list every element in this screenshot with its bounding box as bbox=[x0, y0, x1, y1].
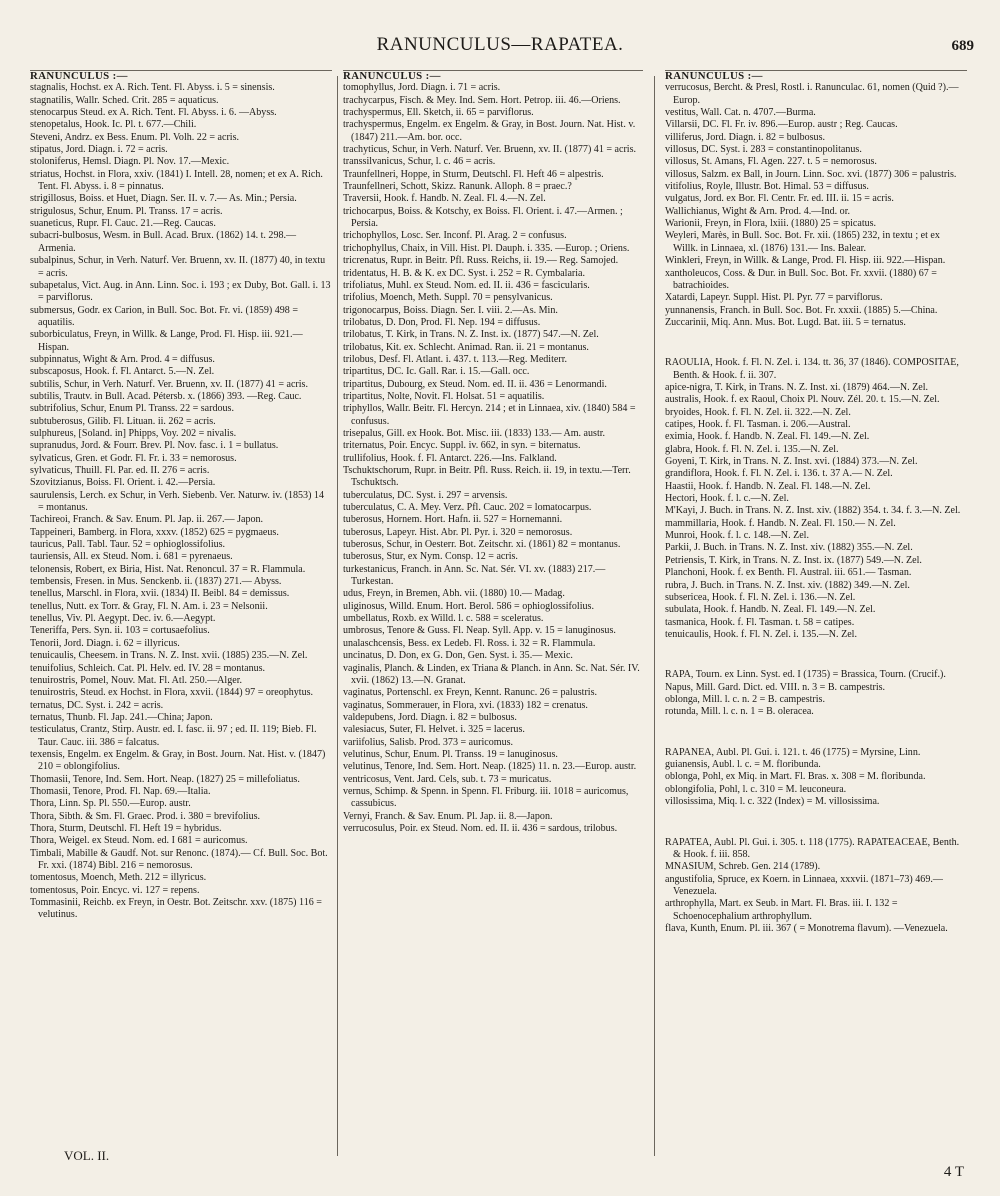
volume-label: VOL. II. bbox=[64, 1148, 110, 1163]
species-entry: vulgatus, Jord. ex Bor. Fl. Centr. Fr. ed. III. ii. 15 = acris. bbox=[665, 193, 894, 205]
species-entry: trachyticus, Schur, in Verh. Naturf. Ver. Bruenn, xv. II. (1877) 41 = acris. bbox=[343, 144, 637, 156]
species-entry: Thomasii, Tenore, Ind. Sem. Hort. Neap. (1827) 25 = millefoliatus. bbox=[30, 773, 300, 785]
species-entry: tenellus, Viv. Pl. Aegypt. Dec. iv. 6.—Aegypt. bbox=[30, 613, 216, 625]
species-entry: subacri-bulbosus, Wesm. in Bull. Acad. Brux. (1862) 14. t. 298.—Armenia. bbox=[30, 230, 297, 254]
species-entry: guianensis, Aubl. l. c. = M. floribunda. bbox=[665, 759, 821, 771]
species-entry: velutinus, Tenore, Ind. Sem. Hort. Neap. (1825) 11. n. 23.—Europ. austr. bbox=[343, 761, 637, 773]
species-entry: Weyleri, Marès, in Bull. Soc. Bot. Fr. xii. (1865) 232, in textu ; et ex Willk. in Linnaea, xl. (1876) 131.— Ins. Balear. bbox=[665, 230, 940, 254]
species-entry: sylvaticus, Thuill. Fl. Par. ed. II. 276 = acris. bbox=[30, 465, 210, 476]
species-entry: Xatardi, Lapeyr. Suppl. Hist. Pl. Pyr. 77 = parviflorus. bbox=[665, 292, 883, 304]
genus-entry: RAOULIA, Hook. f. Fl. N. Zel. i. 134. tt. 36, 37 (1846). COMPOSITAE, Benth. & Hook. f. ii. 307. bbox=[665, 357, 959, 381]
species-entry: catipes, Hook. f. Fl. Tasman. i. 206.—Austral. bbox=[665, 419, 851, 431]
species-entry: trichocarpus, Boiss. & Kotschy, ex Boiss. Fl. Orient. i. 47.—Armen. ; Persia. bbox=[343, 205, 623, 230]
species-entry: vestitus, Wall. Cat. n. 4707.—Burma. bbox=[665, 107, 816, 119]
species-entry: telonensis, Robert, ex Biria, Hist. Nat. Renoncul. 37 = R. Flammula. bbox=[30, 563, 306, 575]
species-entry: umbellatus, Roxb. ex Willd. l. c. 588 = sceleratus. bbox=[343, 613, 544, 625]
page-header bbox=[0, 34, 1000, 60]
running-title: RANUNCULUS—RAPATEA. bbox=[376, 34, 624, 55]
species-entry: turkestanicus, Franch. in Ann. Sc. Nat. Sér. VI. xv. (1883) 217.—Turkestan. bbox=[343, 563, 606, 588]
species-entry: verrucosus, Bercht. & Presl, Rostl. i. Ranunculac. 61, nomen (Quid ?).—Europ. bbox=[665, 82, 959, 106]
species-entry: yunnanensis, Franch. in Bull. Soc. Bot. Fr. xxxii. (1885) 5.—China. bbox=[665, 304, 938, 316]
species-entry: valesiacus, Suter, Fl. Helvet. i. 325 = lacerus. bbox=[343, 724, 525, 736]
species-entry: Thomasii, Tenore, Prod. Fl. Nap. 69.—Italia. bbox=[30, 785, 211, 797]
species-entry: tricrenatus, Rupr. in Beitr. Pfl. Russ. Reichs, ii. 19.— Reg. Samojed. bbox=[343, 255, 619, 267]
species-entry: tripartitus, DC. Ic. Gall. Rar. i. 15.—Gall. occ. bbox=[343, 366, 530, 378]
species-entry: grandiflora, Hook. f. Fl. N. Zel. i. 136. t. 37 A.— N. Zel. bbox=[665, 468, 893, 480]
species-entry: vitifolius, Royle, Illustr. Bot. Himal. 53 = diffusus. bbox=[665, 181, 869, 193]
species-entry: Warionii, Freyn, in Flora, lxiii. (1880) 25 = spicatus. bbox=[665, 218, 877, 230]
species-entry: ventricosus, Vent. Jard. Cels, sub. t. 73 = muricatus. bbox=[343, 773, 552, 785]
species-entry: Thora, Sibth. & Sm. Fl. Graec. Prod. i. 380 = brevifolius. bbox=[30, 810, 261, 822]
species-entry: Thora, Linn. Sp. Pl. 550.—Europ. austr. bbox=[30, 798, 191, 810]
species-entry: tauricus, Pall. Tabl. Taur. 52 = ophioglossifolius. bbox=[30, 539, 226, 551]
species-entry: Munroi, Hook. f. l. c. 148.—N. Zel. bbox=[665, 530, 809, 542]
species-entry: mammillaria, Hook. f. Handb. N. Zeal. Fl. 150.— N. Zel. bbox=[665, 517, 896, 529]
species-entry: tridentatus, H. B. & K. ex DC. Syst. i. 252 = R. Cymbalaria. bbox=[343, 267, 586, 279]
species-entry: glabra, Hook. f. Fl. N. Zel. i. 135.—N. Zel. bbox=[665, 443, 839, 455]
species-entry: tuberosus, Lapeyr. Hist. Abr. Pl. Pyr. i. 320 = nemorosus. bbox=[343, 526, 573, 538]
species-entry: trifoliatus, Muhl. ex Steud. Nom. ed. II. ii. 436 = fascicularis. bbox=[343, 279, 590, 291]
species-entry: subsericea, Hook. f. Fl. N. Zel. i. 136.—N. Zel. bbox=[665, 591, 856, 603]
species-entry: subpinnatus, Wight & Arn. Prod. 4 = diffusus. bbox=[30, 353, 215, 365]
species-entry: unalaschcensis, Bess. ex Ledeb. Fl. Ross. i. 32 = R. Flammula. bbox=[343, 637, 596, 649]
species-entry: flava, Kunth, Enum. Pl. iii. 367 ( = Monotrema flavum). —Venezuela. bbox=[665, 923, 948, 934]
species-entry: saurulensis, Lerch. ex Schur, in Verh. Siebenb. Ver. Naturw. iv. (1853) 14 = montanus. bbox=[30, 489, 324, 514]
species-entry: triphyllos, Wallr. Beitr. Fl. Hercyn. 214 ; et in Linnaea, xiv. (1840) 584 = confusus. bbox=[343, 403, 636, 427]
species-entry: tuberosus, Schur, in Oesterr. Bot. Zeitschr. xi. (1861) 82 = montanus. bbox=[343, 539, 621, 551]
species-entry: Napus, Mill. Gard. Dict. ed. VIII. n. 3 = B. campestris. bbox=[665, 681, 886, 693]
species-entry: bryoides, Hook. f. Fl. N. Zel. ii. 322.—N. Zel. bbox=[665, 406, 851, 418]
species-entry: Szovitzianus, Boiss. Fl. Orient. i. 42.—Persia. bbox=[30, 477, 216, 489]
species-entry: strigillosus, Boiss. et Huet, Diagn. Ser. II. v. 7.— As. Min.; Persia. bbox=[30, 193, 297, 205]
species-entry: subscaposus, Hook. f. Fl. Antarct. 5.—N. Zel. bbox=[30, 366, 215, 378]
species-entry: tomentosus, Moench, Meth. 212 = illyricus. bbox=[30, 872, 207, 884]
species-entry: Thora, Sturm, Deutschl. Fl. Heft 19 = hybridus. bbox=[30, 822, 222, 834]
species-entry: striatus, Hochst. in Flora, xxiv. (1841) I. Intell. 28, nomen; et ex A. Rich. Tent. Fl. Abyss. i. 8 = pinnatus. bbox=[30, 168, 323, 193]
column-2 bbox=[343, 70, 643, 1170]
species-entry: Tappeineri, Bamberg. in Flora, xxxv. (1852) 625 = pygmaeus. bbox=[30, 526, 279, 538]
species-entry: tenuirostris, Steud. ex Hochst. in Flora, xxvii. (1844) 97 = oreophytus. bbox=[30, 687, 314, 699]
species-entry: Wallichianus, Wight & Arn. Prod. 4.—Ind. or. bbox=[665, 205, 851, 217]
species-entry: Winkleri, Freyn, in Willk. & Lange, Prod. Fl. Hisp. iii. 922.—Hispan. bbox=[665, 255, 946, 267]
species-entry: tembensis, Fresen. in Mus. Senckenb. ii. (1837) 271.— Abyss. bbox=[30, 576, 282, 588]
genus-heading: RANUNCULUS :— bbox=[343, 70, 441, 82]
species-entry: transsilvanicus, Schur, l. c. 46 = acris. bbox=[343, 156, 496, 168]
species-entry: tuberculatus, C. A. Mey. Verz. Pfl. Cauc. 202 = lomatocarpus. bbox=[343, 502, 592, 514]
species-entry: testiculatus, Crantz, Stirp. Austr. ed. I. fasc. ii. 97 ; ed. II. 119; Bieb. Fl. Taur. Cauc. iii. 386 = falcatus. bbox=[30, 724, 317, 748]
species-entry: tomentosus, Poir. Encyc. vi. 127 = repens. bbox=[30, 884, 200, 896]
genus-entry: RAPA, Tourn. ex Linn. Syst. ed. I (1735) = Brassica, Tourn. (Crucif.). bbox=[665, 669, 946, 681]
species-entry: uncinatus, D. Don, ex G. Don, Gen. Syst. i. 35.— Mexic. bbox=[343, 650, 573, 662]
species-entry: tripartitus, Dubourg, ex Steud. Nom. ed. II. ii. 436 = Lenormandi. bbox=[343, 378, 607, 390]
species-entry: australis, Hook. f. ex Raoul, Choix Pl. Nouv. Zél. 20. t. 15.—N. Zel. bbox=[665, 394, 940, 406]
species-entry: Tachireoi, Franch. & Sav. Enum. Pl. Jap. ii. 267.— Japon. bbox=[30, 514, 264, 526]
species-entry: tomophyllus, Jord. Diagn. i. 71 = acris. bbox=[343, 82, 501, 94]
species-entry: subtuberosus, Gilib. Fl. Lituan. ii. 262 = acris. bbox=[30, 415, 216, 427]
species-entry: stenocarpus Steud. ex A. Rich. Tent. Fl. Abyss. i. 6. —Abyss. bbox=[30, 107, 277, 119]
species-entry: Traversii, Hook. f. Handb. N. Zeal. Fl. 4.—N. Zel. bbox=[343, 193, 546, 205]
species-entry: trichophyllus, Chaix, in Vill. Hist. Pl. Dauph. i. 335. —Europ. ; Oriens. bbox=[343, 242, 630, 254]
species-entry: trilobatus, Kit. ex. Schlecht. Animad. Ran. ii. 21 = montanus. bbox=[343, 341, 589, 353]
genus-entry: RAPATEA, Aubl. Pl. Gui. i. 305. t. 118 (1775). RAPATEACEAE, Benth. & Hook. f. iii. 858. bbox=[665, 836, 960, 860]
species-entry: velutinus, Schur, Enum. Pl. Transs. 19 = lanuginosus. bbox=[343, 748, 558, 760]
species-entry: vaginalis, Planch. & Linden, ex Triana & Planch. in Ann. Sc. Nat. Sér. IV. xvii. (1862) 13.—N. Granat. bbox=[343, 662, 640, 686]
species-entry: trachyspermus, Ell. Sketch, ii. 65 = parviflorus. bbox=[343, 107, 534, 119]
species-entry: vaginatus, Sommerauer, in Flora, xvi. (1833) 182 = crenatus. bbox=[343, 699, 588, 711]
species-entry: Traunfellneri, Hoppe, in Sturm, Deutschl. Fl. Heft 46 = alpestris. bbox=[343, 168, 604, 180]
species-entry: variifolius, Salisb. Prod. 373 = auricomus. bbox=[343, 736, 514, 748]
species-entry: Petriensis, T. Kirk, in Trans. N. Z. Inst. ix. (1877) 549.—N. Zel. bbox=[665, 554, 922, 566]
species-entry: vernus, Schimp. & Spenn. in Spenn. Fl. Friburg. iii. 1018 = auricomus, cassubicus. bbox=[343, 785, 629, 810]
species-entry: subalpinus, Schur, in Verh. Naturf. Ver. Bruenn, xv. II. (1877) 40, in textu = acris. bbox=[30, 255, 326, 279]
column-divider bbox=[654, 76, 655, 1156]
species-entry: villosus, DC. Syst. i. 283 = constantinopolitanus. bbox=[665, 144, 862, 156]
species-entry: trisepalus, Gill. ex Hook. Bot. Misc. iii. (1833) 133.— Am. austr. bbox=[343, 427, 606, 439]
species-entry: sulphureus, [Soland. in] Phipps, Voy. 202 = nivalis. bbox=[30, 427, 237, 439]
species-entry: subtilis, Trautv. in Bull. Acad. Pétersb. x. (1866) 393. —Reg. Cauc. bbox=[30, 390, 302, 402]
signature-mark: 4 T bbox=[943, 1164, 964, 1180]
species-entry: ternatus, Thunb. Fl. Jap. 241.—China; Japon. bbox=[30, 711, 213, 723]
species-entry: oblonga, Pohl, ex Miq. in Mart. Fl. Bras. x. 308 = M. floribunda. bbox=[665, 771, 926, 783]
species-entry: verrucosulus, Poir. ex Steud. Nom. ed. II. ii. 436 = sardous, trilobus. bbox=[343, 822, 618, 834]
species-entry: rotunda, Mill. l. c. n. 1 = B. oleracea. bbox=[665, 706, 814, 718]
species-entry: suaneticus, Rupr. Fl. Cauc. 21.—Reg. Caucas. bbox=[30, 218, 216, 230]
species-entry: tenellus, Nutt. ex Torr. & Gray, Fl. N. Am. i. 23 = Nelsonii. bbox=[30, 600, 268, 612]
species-entry: Tommasinii, Reichb. ex Freyn, in Oestr. Bot. Zeitschr. xxv. (1875) 116 = velutinus. bbox=[30, 897, 322, 921]
species-entry: stipatus, Jord. Diagn. i. 72 = acris. bbox=[30, 144, 168, 156]
species-entry: tenellus, Marschl. in Flora, xvii. (1834) II. Beibl. 84 = demissus. bbox=[30, 588, 290, 600]
species-entry: uliginosus, Willd. Enum. Hort. Berol. 586 = ophioglossifolius. bbox=[343, 600, 594, 612]
species-entry: trilobus, Desf. Fl. Atlant. i. 437. t. 113.—Reg. Mediterr. bbox=[343, 353, 567, 365]
species-entry: trifolius, Moench, Meth. Suppl. 70 = pensylvanicus. bbox=[343, 292, 553, 304]
species-entry: submersus, Godr. ex Carion, in Bull. Soc. Bot. Fr. vi. (1859) 498 = aquatilis. bbox=[30, 304, 298, 328]
species-entry: trachyspermus, Engelm. ex Engelm. & Gray, in Bost. Journ. Nat. Hist. v. (1847) 211.—Am. bor. occ. bbox=[343, 119, 636, 143]
species-entry: tuberosus, Stur, ex Nym. Consp. 12 = acris. bbox=[343, 551, 518, 563]
species-entry: tuberosus, Hornem. Hort. Hafn. ii. 527 = Hornemanni. bbox=[343, 514, 563, 526]
genus-heading: RANUNCULUS :— bbox=[665, 70, 763, 82]
species-entry: Villarsii, DC. Fl. Fr. iv. 896.—Europ. austr ; Reg. Caucas. bbox=[665, 119, 898, 131]
species-entry: udus, Freyn, in Bremen, Abh. vii. (1880) 10.— Madag. bbox=[343, 588, 565, 600]
species-entry: Teneriffa, Pers. Syn. ii. 103 = cortusaefolius. bbox=[30, 625, 210, 637]
species-entry: triternatus, Poir. Encyc. Suppl. iv. 662, in syn. = biternatus. bbox=[343, 440, 581, 452]
species-entry: Tenorii, Jord. Diagn. i. 62 = illyricus. bbox=[30, 637, 180, 649]
species-entry: Traunfellneri, Schott, Skizz. Ranunk. Alloph. 8 = praec.? bbox=[343, 181, 572, 193]
species-entry: xantholeucos, Coss. & Dur. in Bull. Soc. Bot. Fr. xxvii. (1880) 67 = batrachioides. bbox=[665, 267, 937, 291]
column-1 bbox=[30, 70, 332, 1170]
species-entry: texensis, Engelm. ex Engelm. & Gray, in Bost. Journ. Nat. Hist. v. (1847) 210 = oblongifolius. bbox=[30, 748, 326, 773]
species-entry: trichophyllos, Losc. Ser. Inconf. Pl. Arag. 2 = confusus. bbox=[343, 230, 567, 242]
section-gap bbox=[665, 819, 967, 827]
species-entry: sylvaticus, Gren. et Godr. Fl. Fr. i. 33 = nemorosus. bbox=[30, 452, 237, 464]
species-entry: subapetalus, Vict. Aug. in Ann. Linn. Soc. i. 193 ; ex Duby, Bot. Gall. i. 13 = parviflorus. bbox=[30, 279, 331, 304]
species-entry: Hectori, Hook. f. l. c.—N. Zel. bbox=[665, 493, 789, 505]
species-entry: supranudus, Jord. & Fourr. Brev. Pl. Nov. fasc. i. 1 = bullatus. bbox=[30, 440, 279, 452]
genus-entry: RAPANEA, Aubl. Pl. Gui. i. 121. t. 46 (1775) = Myrsine, Linn. bbox=[665, 746, 921, 758]
species-entry: strigulosus, Schur, Enum. Pl. Transs. 17 = acris. bbox=[30, 205, 223, 217]
species-entry: villosus, Salzm. ex Ball, in Journ. Linn. Soc. xvi. (1877) 306 = palustris. bbox=[665, 168, 957, 180]
species-entry: Parkii, J. Buch. in Trans. N. Z. Inst. xiv. (1882) 355.—N. Zel. bbox=[665, 542, 913, 554]
species-entry: angustifolia, Spruce, ex Koern. in Linnaea, xxxvii. (1871–73) 469.—Venezuela. bbox=[665, 873, 943, 897]
section-gap bbox=[665, 651, 967, 659]
species-entry: tasmanica, Hook. f. Fl. Tasman. t. 58 = catipes. bbox=[665, 616, 855, 628]
species-entry: villosissima, Miq. l. c. 322 (Index) = M. villosissima. bbox=[665, 796, 880, 808]
species-entry: Steveni, Andrz. ex Bess. Enum. Pl. Volh. 22 = acris. bbox=[30, 131, 240, 143]
species-entry: arthrophylla, Mart. ex Seub. in Mart. Fl. Bras. iii. I. 132 = Schoenocephalium arthrophyllum. bbox=[665, 898, 898, 922]
species-entry: stoloniferus, Hemsl. Diagn. Pl. Nov. 17.—Mexic. bbox=[30, 156, 230, 168]
species-entry: Timbali, Mabille & Gaudf. Not. sur Renonc. (1874).— Cf. Bull. Soc. Bot. Fr. xxi. (1874) Bibl. 216 = nemorosus. bbox=[30, 847, 328, 871]
page-number: 689 bbox=[951, 38, 974, 54]
column-divider bbox=[337, 76, 338, 1156]
species-entry: trigonocarpus, Boiss. Diagn. Ser. I. viii. 2.—As. Min. bbox=[343, 304, 558, 316]
section-gap bbox=[665, 729, 967, 737]
species-entry: eximia, Hook. f. Handb. N. Zeal. Fl. 149.—N. Zel. bbox=[665, 431, 870, 443]
species-entry: stagnalis, Hochst. ex A. Rich. Tent. Fl. Abyss. i. 5 = sinensis. bbox=[30, 82, 275, 94]
species-entry: subtrifolius, Schur, Enum Pl. Transs. 22 = sardous. bbox=[30, 403, 234, 415]
species-entry: Vernyi, Franch. & Sav. Enum. Pl. Jap. ii. 8.—Japon. bbox=[343, 810, 553, 822]
species-entry: trullifolius, Hook. f. Fl. Antarct. 226.—Ins. Falkland. bbox=[343, 452, 557, 464]
species-entry: villiferus, Jord. Diagn. i. 82 = bulbosus. bbox=[665, 131, 825, 143]
species-entry: Haastii, Hook. f. Handb. N. Zeal. Fl. 148.—N. Zel. bbox=[665, 480, 871, 492]
species-entry: stenopetalus, Hook. Ic. Pl. t. 677.—Chili. bbox=[30, 119, 197, 131]
species-entry: trilobatus, T. Kirk, in Trans. N. Z. Inst. ix. (1877) 547.—N. Zel. bbox=[343, 329, 599, 341]
species-entry: oblonga, Mill. l. c. n. 2 = B. campestris. bbox=[665, 694, 825, 705]
species-entry: rubra, J. Buch. in Trans. N. Z. Inst. xiv. (1882) 349.—N. Zel. bbox=[665, 579, 910, 591]
species-entry: Planchoni, Hook. f. ex Benth. Fl. Austral. iii. 651.— Tasman. bbox=[665, 567, 912, 579]
species-entry: trachycarpus, Fisch. & Mey. Ind. Sem. Hort. Petrop. iii. 46.—Oriens. bbox=[343, 94, 621, 106]
species-entry: umbrosus, Tenore & Guss. Fl. Neap. Syll. App. v. 15 = lanuginosus. bbox=[343, 625, 616, 637]
species-entry: tripartitus, Nolte, Novit. Fl. Holsat. 51 = aquatilis. bbox=[343, 390, 545, 402]
species-entry: Goyeni, T. Kirk, in Trans. N. Z. Inst. xvi. (1884) 373.—N. Zel. bbox=[665, 456, 918, 468]
species-entry: oblongifolia, Pohl, l. c. 310 = M. leuconeura. bbox=[665, 783, 847, 795]
species-entry: tenuirostris, Pomel, Nouv. Mat. Fl. Atl. 250.—Alger. bbox=[30, 674, 243, 686]
species-entry: tuberculatus, DC. Syst. i. 297 = arvensis. bbox=[343, 489, 508, 501]
species-entry: apice-nigra, T. Kirk, in Trans. N. Z. Inst. xi. (1879) 464.—N. Zel. bbox=[665, 382, 929, 393]
species-entry: Zuccarinii, Miq. Ann. Mus. Bot. Lugd. Bat. iii. 5 = ternatus. bbox=[665, 316, 906, 328]
species-entry: trilobatus, D. Don, Prod. Fl. Nep. 194 = diffusus. bbox=[343, 316, 541, 328]
species-entry: villosus, St. Amans, Fl. Agen. 227. t. 5 = nemorosus. bbox=[665, 156, 877, 168]
species-entry: valdepubens, Jord. Diagn. i. 82 = bulbosus. bbox=[343, 711, 517, 723]
species-entry: ternatus, DC. Syst. i. 242 = acris. bbox=[30, 699, 164, 711]
species-entry: subulata, Hook. f. Handb. N. Zeal. Fl. 149.—N. Zel. bbox=[665, 604, 876, 616]
species-entry: MNASIUM, Schreb. Gen. 214 (1789). bbox=[665, 861, 821, 873]
species-entry: Tschuktschorum, Rupr. in Beitr. Pfl. Russ. Reich. ii. 19, in textu.—Terr. Tschuktsch. bbox=[343, 465, 631, 489]
species-entry: M'Kayi, J. Buch. in Trans. N. Z. Inst. xiv. (1882) 354. t. 34. f. 3.—N. Zel. bbox=[665, 505, 961, 517]
species-entry: tenuifolius, Schleich. Cat. Pl. Helv. ed. IV. 28 = montanus. bbox=[30, 662, 266, 674]
species-entry: suborbiculatus, Freyn, in Willk. & Lange, Prod. Fl. Hisp. iii. 921.—Hispan. bbox=[30, 329, 303, 353]
species-entry: Thora, Weigel. ex Steud. Nom. ed. I 681 = auricomus. bbox=[30, 835, 248, 847]
species-entry: vaginatus, Portenschl. ex Freyn, Kennt. Ranunc. 26 = palustris. bbox=[343, 687, 598, 699]
species-entry: tenuicaulis, Cheesem. in Trans. N. Z. Inst. xvii. (1885) 235.—N. Zel. bbox=[30, 650, 308, 662]
section-gap bbox=[665, 339, 967, 347]
genus-heading: RANUNCULUS :— bbox=[30, 70, 128, 82]
species-entry: tenuicaulis, Hook. f. Fl. N. Zel. i. 135.—N. Zel. bbox=[665, 628, 857, 640]
species-entry: tauriensis, All. ex Steud. Nom. i. 681 = pyrenaeus. bbox=[30, 551, 233, 563]
column-3 bbox=[665, 70, 967, 1170]
species-entry: subtilis, Schur, in Verh. Naturf. Ver. Bruenn, xv. II. (1877) 41 = acris. bbox=[30, 378, 308, 390]
species-entry: stagnatilis, Wallr. Sched. Crit. 285 = aquaticus. bbox=[30, 94, 219, 106]
